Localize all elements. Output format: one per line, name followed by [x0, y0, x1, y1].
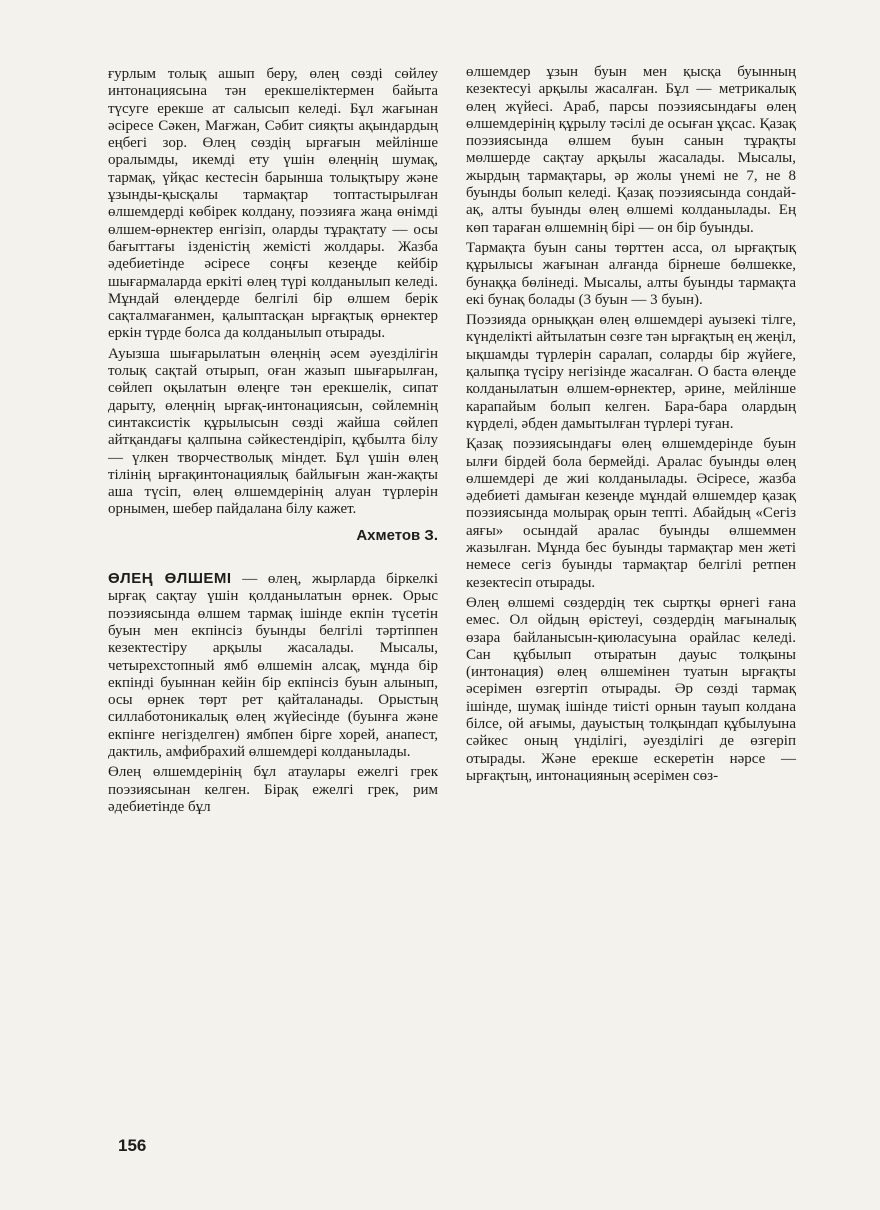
paragraph: Поэзияда орныққан өлең өлшемдері ауызекі тілге, күнделікті айтылатын сөзге тән ырғақтың ең жеңіл, ықшамды түрлерін саралап, соларды бір жүйеге, қалыпқа түсіру негізінде жасалған. О баста өлеңде колданылатын өлшем-өрнектер, әрине, мейлінше карапайым болып келген. Бара-бара олардың күрделі, әбден дамытылған түрлері туған.: [466, 312, 797, 432]
dictionary-entry: [108, 570, 438, 761]
author-signature: Ахметов З.: [356, 526, 438, 544]
paragraph: ғурлым толық ашып беру, өлең сөзді сөйлеу интонациясына тән ерекшеліктермен байыта түсуге ерекше ат салысып келеді. Бұл жағынан әсіресе Сәкен, Мағжан, Сәбит сияқты ақындардың еңбегі зор. Өлең сөздің ырғағын мейлінше оралымды, икемді ету үшін өлеңнің шумақ, тармақ, үйқас кестесін барынша толықтыру және ұзынды-қысқалы тармақтар топтастырылған өлшемдерді көбірек колдану, поэзияға жаңа өнімді өлшем-өрнектер енгізіп, оларды тұрақтату — осы бағыттағы ізденістің жемісті жолдары. Жазба әдебиетінде әсіресе соңғы кезеңде кейбір шығармаларда еркіті өлең түрі колданылып келеді. Мұндай өлеңдерде белгілі бір өлшем берік сақталмағанмен, қалыптасқан ырғақтық өрнектер еркін түрде болса да колданылып отырады.: [108, 66, 438, 342]
page-number: 156: [118, 1136, 147, 1155]
paragraph: өлшемдер ұзын буын мен қысқа буынның кезектесуі арқылы жасалған. Бұл — метрикалық өлең жүйесі. Араб, парсы поэзиясындағы өлең өлшемдерінің құрылу тәсілі де осыған ұқсас. Қазақ поэзиясында өлшем буын санын тұрақты мөлшерде сақтау арқылы жасалады. Мысалы, жырдың тармақтары, әр жолы үнемі не 7, не 8 буынды болып келеді. Қазақ поэзиясында сондай-ақ, алты буынды өлең өлшемі колданылады. Ең көп тараған өлшемнің бірі — он бір буынды.: [466, 64, 796, 236]
paragraph: Ауызша шығарылатын өлеңнің әсем әуезділігін толық сақтай отырып, оған жазып шығарылған, сөйлеп оқылатын өлеңге тән ерекшелік, сипат дарыту, өлеңнің ырғақ-интонациясын, сөйлемнің синтаксистік құрылысын сөзді жайша сөйлеп айтқандағы қалпына сәйкестендіріп, құбылта білу — үлкен творчестволық міндет. Бұл үшін өлең тілінің ырғақинтонациялық байлығын жан-жақты аша түсіп, өлең өлшемдерінің алуан түрлерін орнымен, шебер пайдалана білу кажет.: [108, 345, 438, 518]
entry-headword: ӨЛЕҢ ӨЛШЕМІ: [108, 570, 232, 588]
paragraph: Тармақта буын саны төрттен асса, ол ырғақтық құрылысы жағынан алғанда бірнеше бөлшекке, бунаққа бөлінеді. Мысалы, алты буынды тармақта екі бунақ болады (3 буын — 3 буын).: [466, 239, 796, 308]
paragraph: Қазақ поэзиясындағы өлең өлшемдерінде буын ылғи бірдей бола бермейді. Аралас буынды өлең өлшемдері де жиі колданылады. Әсіресе, жазба әдебиеті дамыған кезеңде мұндай өлшемдер қазақ поэзиясында молырақ орын тепті. Абайдың «Сегіз аяғы» осындай аралас буынды өлшеммен жазылған. Мұнда бес буынды тармақтар мен жеті немесе сегіз буынды тармақтар белгілі ретпен кезектесіп отырады.: [466, 436, 796, 591]
right-column: [466, 64, 796, 785]
entry-definition: — өлең, жырларда біркелкі ырғақ сақтау үшін қолданылатын өрнек. Орыс поэзиясында өлшем тармақ ішінде екпін түсетін буын мен екпінсіз буынды белгілі тәртіппен кезектестіру арқылы жасалады. Мысалы, четырехстопный ямб өлшемін алсақ, мұнда бір екпінді буыннан кейін бір екпінсіз буын алынып, осы өрнек төрт рет қайталанады. Орыстың силлаботоникалық өлең жүйесінде (буынға және екпінге негізделген) ямбпен бірге хорей, анапест, дактиль, амфибрахий өлшемдері колданылады.: [108, 571, 438, 760]
paragraph: Өлең өлшемдерінің бұл атаулары ежелгі грек поэзиясынан келген. Бірақ ежелгі грек, рим әдебиетінде бұл: [108, 764, 438, 815]
left-column: [108, 66, 438, 816]
paragraph: Өлең өлшемі сөздердің тек сыртқы өрнегі ғана емес. Ол ойдың өрістеуі, сөздердің мағыналық өзара байланысын-қиюласуына орайлас келеді. Сан құбылып отыратын дауыс толқыны (интонация) өлең өлшемінен туатын ырғақты әсерімен өзгертіп отырады. Әр сөзді тармақ ішінде, шумақ ішінде тиісті орнын тауып колдана білсе, ой ағымы, дауыстың толқындап құбылуына сәйкес оның үнділігі, әуезділігі де өзгеріп отырады. Және ерекше ескеретін нәрсе — ырғақтың, интонацияның әсерімен сөз-: [466, 594, 796, 784]
